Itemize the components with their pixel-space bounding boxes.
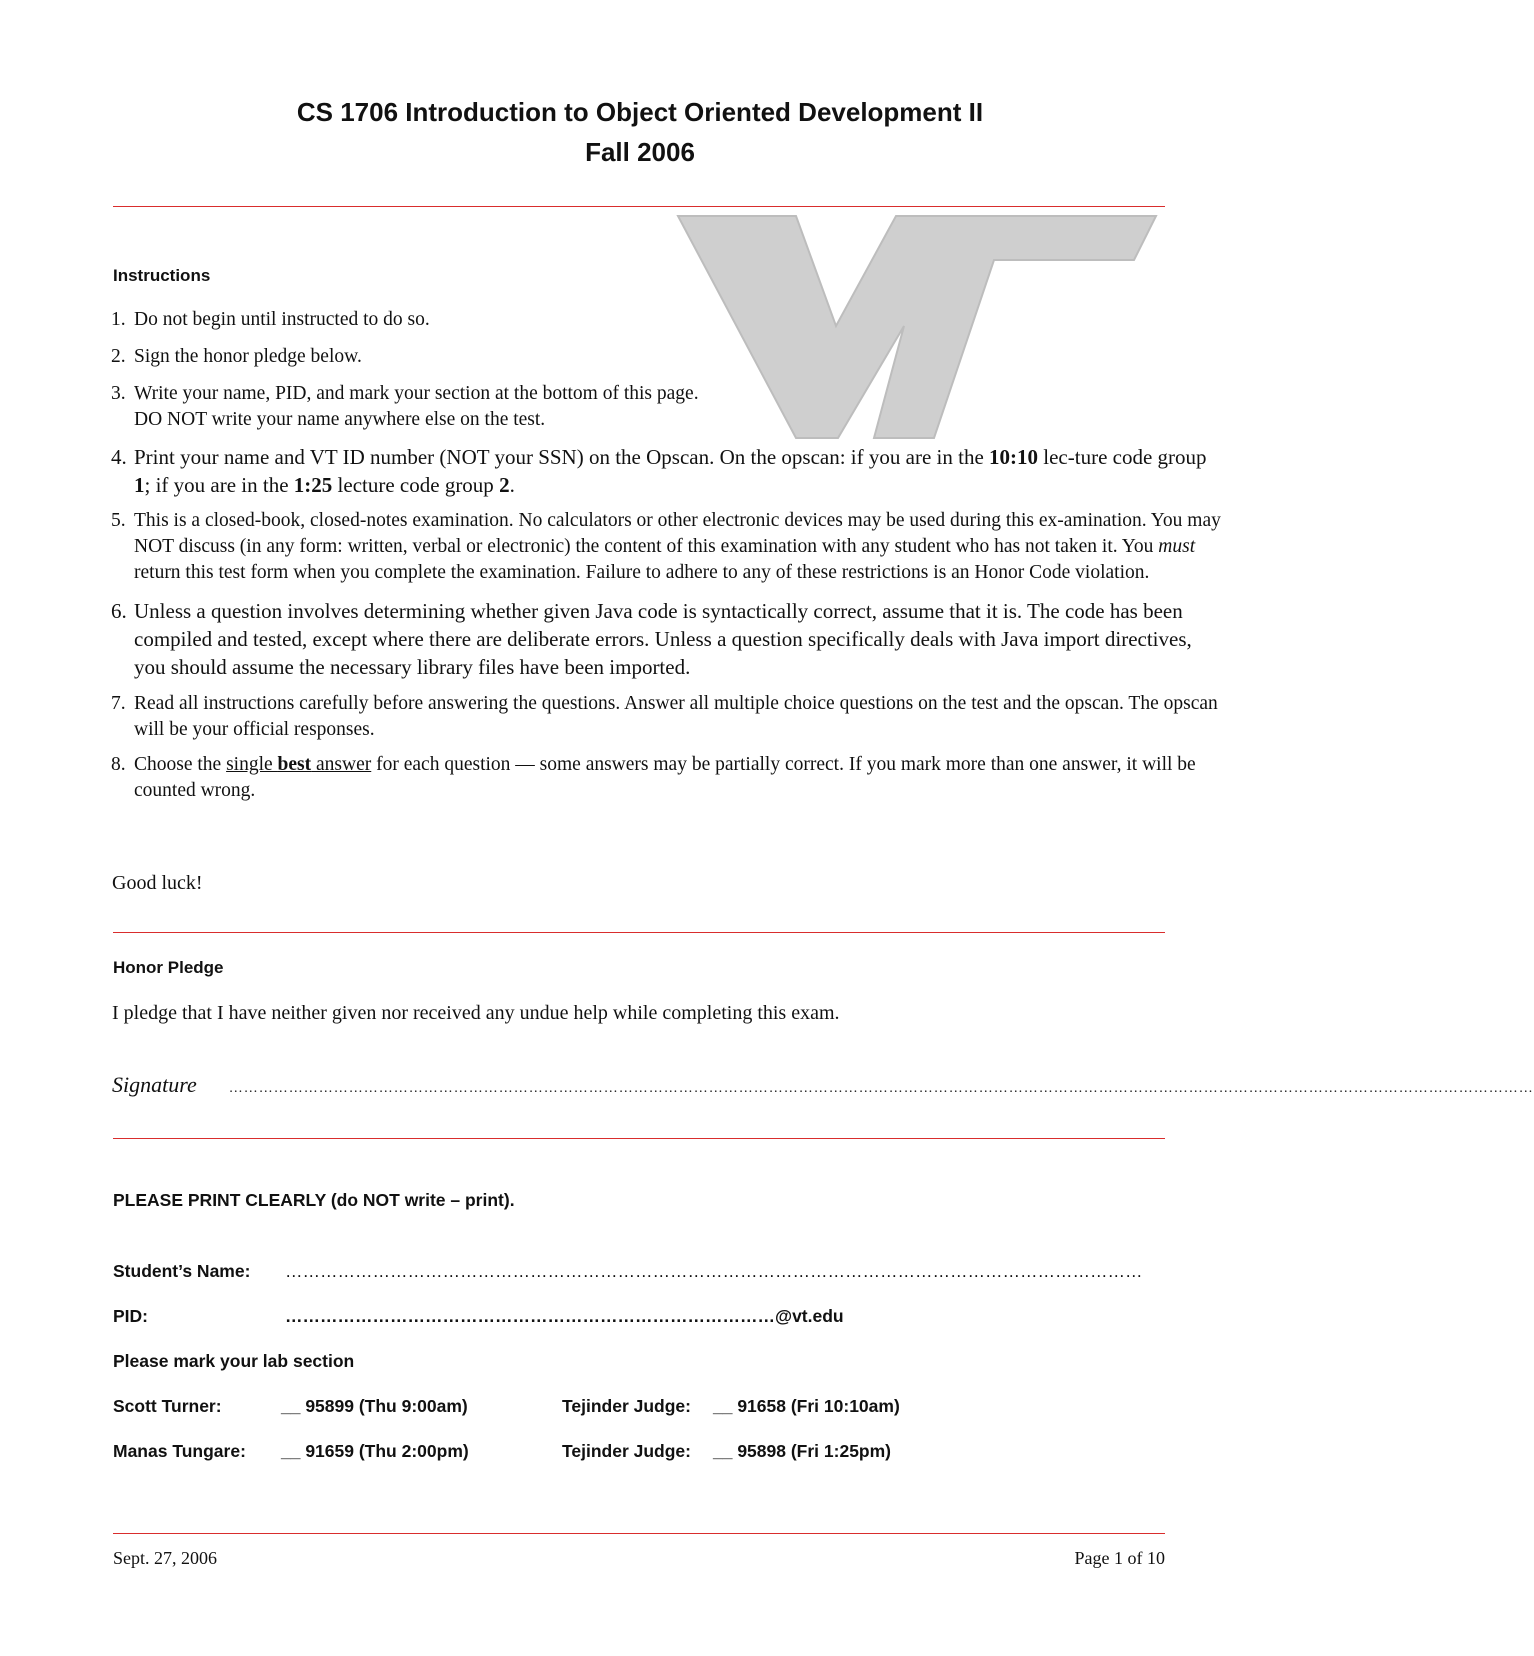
ta-name: Scott Turner: [113, 1396, 222, 1416]
ta-name: Manas Tungare: [113, 1441, 246, 1461]
lab-section-option[interactable]: __ 95898 (Fri 1:25pm) [713, 1441, 892, 1461]
good-luck-text: Good luck! [112, 872, 203, 894]
instruction-item: 5. This is a closed-book, closed-notes examination. No calculators or other electronic devices may be used during this ex-amination. You may NOT discuss (in any form: written, verbal or electronic) the content of this examination with any student who has not taken it. You must return this test form when you complete the examination. Failure to adhere to any of these restrictions is an Honor Code violation. [111, 510, 1221, 583]
ta-name: Tejinder Judge: [562, 1441, 691, 1461]
print-clearly-notice: PLEASE PRINT CLEARLY (do NOT write – print). [113, 1190, 515, 1210]
instruction-item: 4. Print your name and VT ID number (NOT your SSN) on the Opscan. On the opscan: if you are in the 10:10 lec-ture code group 1; if you are in the 1:25 lecture code group 2. [111, 445, 1207, 497]
instructions-heading: Instructions [113, 266, 211, 285]
student-name-row [113, 1261, 1143, 1282]
instruction-item: 6. Unless a question involves determining whether given Java code is syntactically correct, assume that it is. The code has been compiled and tested, except where there are deliberate errors. Unless a question specifically deals with Java import directives, you should assume the necessary library files have been imported. [111, 599, 1192, 679]
lab-section-option[interactable]: __ 95899 (Thu 9:00am) [281, 1396, 468, 1416]
document-header [0, 92, 1280, 172]
pid-field[interactable]: …………………………………………………………………………@vt.edu [285, 1306, 844, 1326]
honor-pledge-heading: Honor Pledge [113, 958, 224, 977]
header-divider [113, 206, 1165, 207]
section-divider [113, 932, 1165, 933]
footer-page-number: Page 1 of 10 [1074, 1548, 1165, 1568]
lab-section-row [113, 1396, 900, 1417]
pid-row [113, 1306, 844, 1327]
footer-divider [113, 1533, 1165, 1534]
student-name-field[interactable]: ………………………………………………………………………………………………………………………………… [285, 1261, 1143, 1281]
instruction-item: 7. Read all instructions carefully before answering the questions. Answer all multiple choice questions on the test and the opscan. The opscan will be your official responses. [111, 693, 1218, 740]
course-title: CS 1706 Introduction to Object Oriented Development II [296, 97, 984, 127]
term-subtitle: Fall 2006 [585, 137, 695, 167]
instructions-list [111, 307, 1221, 804]
instruction-item: 2. Sign the honor pledge below. [111, 346, 362, 367]
lab-section-heading: Please mark your lab section [113, 1351, 355, 1371]
signature-label: Signature [112, 1072, 197, 1097]
signature-line[interactable]: ……………………………………………………………………………………………………………………………………………………………………………………………………………………………………… [228, 1081, 1534, 1096]
footer-date: Sept. 27, 2006 [113, 1548, 218, 1568]
signature-row [112, 1072, 1534, 1098]
instruction-item: 3. Write your name, PID, and mark your section at the bottom of this page. DO NOT write your name anywhere else on the test. [111, 383, 699, 430]
instruction-item: 1. Do not begin until instructed to do so. [111, 309, 430, 330]
student-name-label: Student’s Name: [113, 1261, 251, 1281]
instruction-item: 8. Choose the single best answer for each question — some answers may be partially correct. If you mark more than one answer, it will be counted wrong. [111, 754, 1196, 801]
ta-name: Tejinder Judge: [562, 1396, 691, 1416]
lab-section-option[interactable]: __ 91659 (Thu 2:00pm) [281, 1441, 469, 1461]
lab-section-row [113, 1441, 892, 1462]
lab-section-option[interactable]: __ 91658 (Fri 10:10am) [713, 1396, 900, 1416]
pid-label: PID: [113, 1306, 148, 1326]
section-divider [113, 1138, 1165, 1139]
honor-pledge-text: I pledge that I have neither given nor received any undue help while completing this exam. [112, 1002, 840, 1024]
